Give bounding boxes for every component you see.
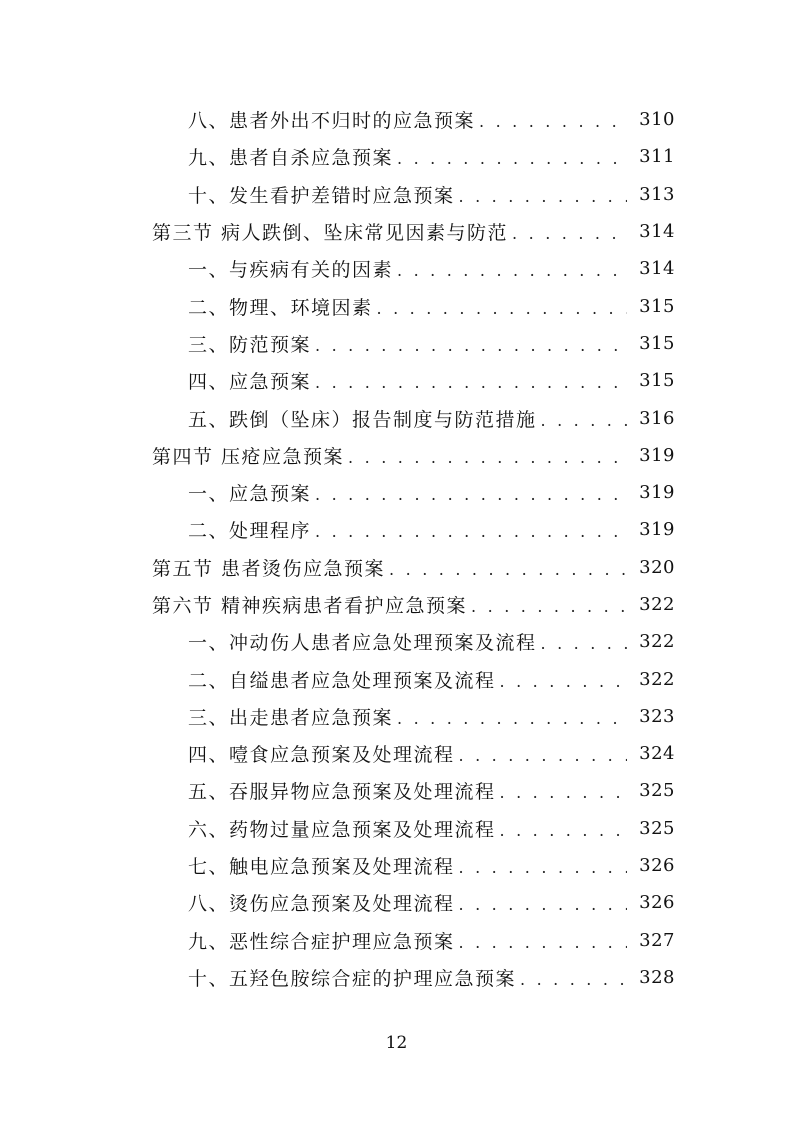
toc-entry-title: 九、恶性综合症护理应急预案 [188, 930, 455, 953]
dot-leader [397, 705, 627, 728]
toc-entry[interactable] [0, 922, 793, 959]
toc-entry[interactable] [0, 586, 793, 623]
toc-entry-page: 328 [639, 966, 675, 988]
toc-entry-page: 322 [639, 668, 675, 690]
dot-leader [500, 668, 627, 691]
toc-entry-title: 第四节 压疮应急预案 [152, 445, 345, 468]
dot-leader [512, 220, 627, 243]
toc-entry-page: 319 [639, 482, 675, 504]
toc-entry-title: 三、防范预案 [188, 333, 312, 356]
toc-entry-page: 322 [639, 631, 675, 653]
toc-entry[interactable] [0, 101, 793, 138]
dot-leader [315, 481, 627, 504]
toc-entry-page: 314 [639, 258, 675, 280]
toc-entry[interactable] [0, 810, 793, 847]
toc-entry[interactable] [0, 250, 793, 287]
toc-entry[interactable] [0, 698, 793, 735]
toc-entry[interactable] [0, 437, 793, 474]
toc-entry[interactable] [0, 735, 793, 772]
toc-entry-title: 第五节 患者烫伤应急预案 [152, 557, 386, 580]
toc-entry-title: 二、物理、环境因素 [188, 296, 373, 319]
toc-entry-title: 四、噎食应急预案及处理流程 [188, 744, 455, 767]
dot-leader [459, 183, 627, 206]
toc-entry-title: 四、应急预案 [188, 371, 312, 394]
toc-entry-page: 314 [639, 221, 675, 243]
toc-entry-title: 六、药物过量应急预案及处理流程 [188, 818, 496, 841]
table-of-contents [0, 101, 793, 996]
toc-entry[interactable] [0, 474, 793, 511]
toc-entry[interactable] [0, 176, 793, 213]
dot-leader [459, 891, 627, 914]
toc-entry-title: 五、跌倒（坠床）报告制度与防范措施 [188, 408, 537, 431]
toc-entry-title: 八、患者外出不归时的应急预案 [188, 110, 476, 133]
toc-entry-title: 八、烫伤应急预案及处理流程 [188, 893, 455, 916]
toc-entry-page: 326 [639, 892, 675, 914]
dot-leader [315, 369, 627, 392]
toc-entry-page: 324 [639, 743, 675, 765]
toc-entry[interactable] [0, 884, 793, 921]
toc-entry-page: 311 [639, 146, 675, 168]
toc-entry-title: 九、患者自杀应急预案 [188, 147, 394, 170]
toc-entry-page: 315 [639, 332, 675, 354]
toc-entry[interactable] [0, 287, 793, 324]
dot-leader [459, 742, 627, 765]
dot-leader [459, 854, 627, 877]
dot-leader [397, 257, 627, 280]
toc-entry-page: 325 [639, 780, 675, 802]
toc-entry[interactable] [0, 847, 793, 884]
toc-entry-page: 323 [639, 705, 675, 727]
dot-leader [520, 966, 627, 989]
toc-entry-page: 319 [639, 444, 675, 466]
toc-entry-page: 316 [639, 407, 675, 429]
toc-entry[interactable] [0, 325, 793, 362]
toc-entry-page: 325 [639, 817, 675, 839]
toc-entry-title: 二、处理程序 [188, 520, 312, 543]
toc-entry[interactable] [0, 660, 793, 697]
dot-leader [315, 332, 627, 355]
toc-entry-page: 327 [639, 929, 675, 951]
toc-entry[interactable] [0, 959, 793, 996]
toc-entry-title: 三、出走患者应急预案 [188, 706, 394, 729]
toc-entry-page: 313 [639, 183, 675, 205]
toc-entry-page: 315 [639, 295, 675, 317]
toc-entry-page: 326 [639, 855, 675, 877]
dot-leader [397, 145, 627, 168]
dot-leader [479, 108, 627, 131]
dot-leader [377, 295, 627, 318]
page-number: 12 [385, 1033, 408, 1053]
dot-leader [541, 630, 627, 653]
toc-entry[interactable] [0, 213, 793, 250]
dot-leader [348, 444, 627, 467]
toc-entry-title: 二、自缢患者应急处理预案及流程 [188, 669, 496, 692]
dot-leader [389, 556, 627, 579]
toc-entry-title: 七、触电应急预案及处理流程 [188, 856, 455, 879]
toc-entry[interactable] [0, 549, 793, 586]
toc-entry-page: 315 [639, 370, 675, 392]
toc-entry-title: 五、吞服异物应急预案及处理流程 [188, 781, 496, 804]
toc-entry-page: 320 [639, 556, 675, 578]
toc-entry[interactable] [0, 623, 793, 660]
toc-entry-title: 一、与疾病有关的因素 [188, 259, 394, 282]
toc-entry-title: 十、五羟色胺综合症的护理应急预案 [188, 967, 517, 990]
dot-leader [500, 817, 627, 840]
toc-entry[interactable] [0, 138, 793, 175]
toc-entry-title: 十、发生看护差错时应急预案 [188, 184, 455, 207]
dot-leader [500, 779, 627, 802]
dot-leader [471, 593, 627, 616]
toc-entry[interactable] [0, 772, 793, 809]
dot-leader [541, 407, 627, 430]
dot-leader [315, 518, 627, 541]
toc-entry-title: 一、应急预案 [188, 483, 312, 506]
dot-leader [459, 929, 627, 952]
toc-entry[interactable] [0, 399, 793, 436]
toc-entry-page: 319 [639, 519, 675, 541]
toc-entry[interactable] [0, 511, 793, 548]
toc-entry-page: 310 [639, 109, 675, 131]
toc-entry-title: 第三节 病人跌倒、坠床常见因素与防范 [152, 222, 509, 245]
toc-entry-title: 第六节 精神疾病患者看护应急预案 [152, 595, 468, 617]
toc-entry-title: 一、冲动伤人患者应急处理预案及流程 [188, 632, 537, 655]
toc-entry[interactable] [0, 362, 793, 399]
toc-entry-page: 322 [639, 594, 675, 615]
